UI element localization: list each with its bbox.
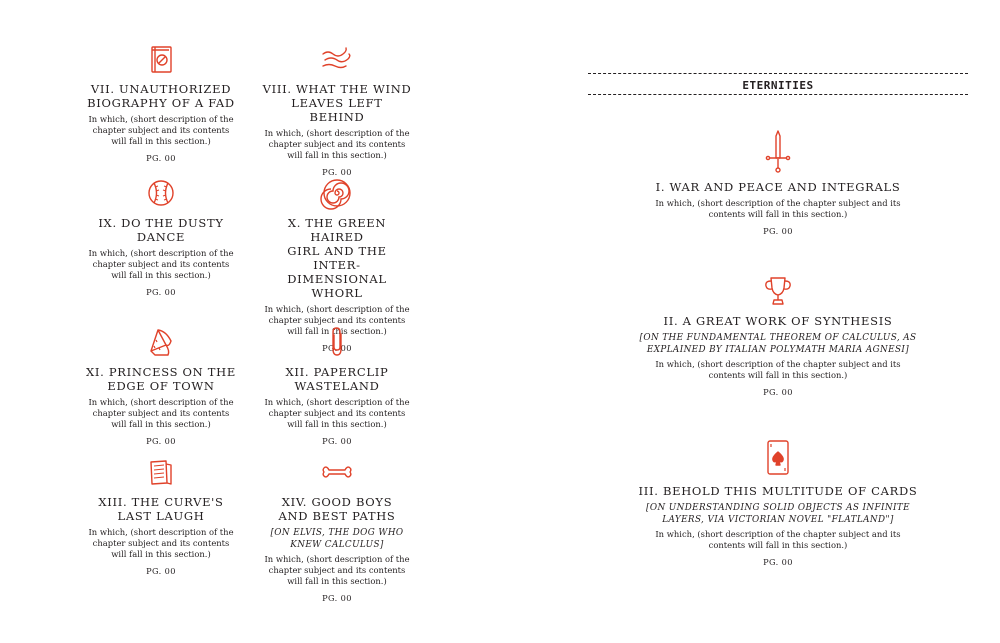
entry-description: In which, (short description of the chapter subject and its contents will fall in this section.) [264, 554, 410, 586]
entry-subtitle: [ON UNDERSTANDING SOLID OBJECTS AS INFINITE LAYERS, VIA VICTORIAN NOVEL "FLATLAND"] [646, 503, 910, 525]
entry-title: XIV. GOOD BOYS AND BEST PATHS [278, 495, 396, 523]
entry-description: In which, (short description of the chapter subject and its contents will fall in this section.) [655, 359, 901, 380]
entry-subtitle: [ON THE FUNDAMENTAL THEOREM OF CALCULUS, AS EXPLAINED BY ITALIAN POLYMATH MARIA AGNESI] [639, 333, 917, 355]
sword-icon [761, 128, 795, 174]
trophy-icon [761, 274, 795, 308]
entry-description: In which, (short description of the chapter subject and its contents will fall in this section.) [88, 114, 234, 146]
page-number: PG. 00 [146, 566, 176, 576]
entry-title: XI. PRINCESS ON THE EDGE OF TOWN [86, 365, 236, 393]
entry-description: In which, (short description of the chapter subject and its contents will fall in this section.) [264, 397, 410, 429]
entry-description: In which, (short description of the chapter subject and its contents will fall in this section.) [88, 248, 234, 280]
baseball-icon [144, 176, 178, 210]
entry-title: II. A GREAT WORK OF SYNTHESIS [663, 314, 893, 328]
page-number: PG. 00 [322, 593, 352, 603]
page-number: PG. 00 [322, 436, 352, 446]
toc-entry-xi[interactable] [86, 325, 236, 446]
entry-title: IX. DO THE DUSTY DANCE [98, 216, 224, 244]
entry-title: VIII. WHAT THE WIND LEAVES LEFT BEHIND [262, 82, 412, 124]
playing-card-icon [761, 438, 795, 478]
entry-title: X. THE GREEN HAIRED GIRL AND THE INTER- DIMENSIONAL WHORL [287, 216, 387, 300]
entry-description: In which, (short description of the chapter subject and its contents will fall in this section.) [655, 529, 901, 550]
entry-description: In which, (short description of the chapter subject and its contents will fall in this section.) [88, 397, 234, 429]
paperclip-icon [320, 325, 354, 359]
wind-icon [320, 42, 354, 76]
toc-entry-xii[interactable] [262, 325, 412, 446]
folded-towel-icon [144, 455, 178, 489]
toc-entry-ix[interactable] [86, 176, 236, 297]
entry-title: XII. PAPERCLIP WASTELAND [285, 365, 389, 393]
spiral-icon [320, 176, 354, 210]
entry-description: In which, (short description of the chapter subject and its contents will fall in this section.) [264, 128, 410, 160]
princess-hat-icon [144, 325, 178, 359]
page-number: PG. 00 [146, 153, 176, 163]
page-number: PG. 00 [146, 436, 176, 446]
entry-title: I. WAR AND PEACE AND INTEGRALS [655, 180, 901, 194]
toc-entry-iii[interactable] [618, 438, 938, 567]
section-heading-label: ETERNITIES [742, 79, 814, 92]
entry-subtitle: [ON ELVIS, THE DOG WHO KNEW CALCULUS] [270, 528, 404, 550]
toc-entry-i[interactable] [618, 128, 938, 236]
toc-entry-viii[interactable] [262, 42, 412, 177]
page-number: PG. 00 [763, 387, 793, 397]
entry-description: In which, (short description of the chapter subject and its contents will fall in this section.) [88, 527, 234, 559]
toc-entry-xiv[interactable] [262, 455, 412, 603]
book-icon [144, 42, 178, 76]
entry-description: In which, (short description of the chapter subject and its contents will fall in this section.) [264, 304, 410, 336]
page-number: PG. 00 [146, 287, 176, 297]
page-number: PG. 00 [763, 557, 793, 567]
entry-description: In which, (short description of the chapter subject and its contents will fall in this section.) [655, 198, 901, 219]
entry-title: III. BEHOLD THIS MULTITUDE OF CARDS [638, 484, 918, 498]
bone-icon [320, 455, 354, 489]
page-number: PG. 00 [322, 343, 352, 353]
entry-title: VII. UNAUTHORIZED BIOGRAPHY OF A FAD [87, 82, 235, 110]
toc-entry-xiii[interactable] [86, 455, 236, 576]
page-number: PG. 00 [322, 167, 352, 177]
page-number: PG. 00 [763, 226, 793, 236]
toc-entry-ii[interactable] [618, 274, 938, 397]
entry-title: XIII. THE CURVE'S LAST LAUGH [98, 495, 224, 523]
section-heading [588, 73, 968, 95]
toc-entry-vii[interactable] [86, 42, 236, 163]
